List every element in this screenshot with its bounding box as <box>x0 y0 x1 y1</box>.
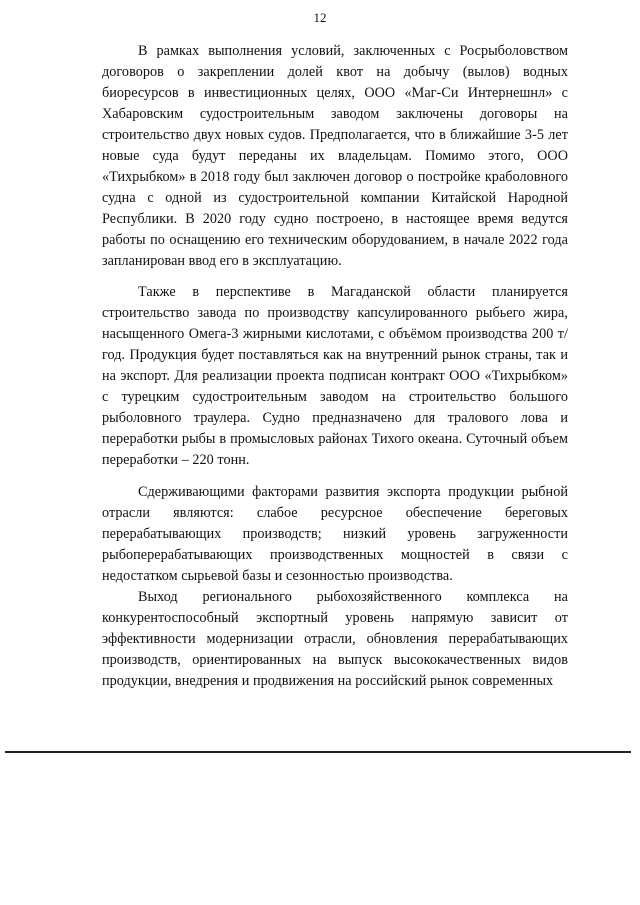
document-body <box>102 41 568 692</box>
paragraph-3: Сдерживающими факторами развития экспорта продукции рыбной отрасли являются: слабое ресурсное обеспечение береговых перерабатывающих производств; низкий уровень загруженности рыбоперерабатывающих производственных мощностей в связи с недостатком сырьевой базы и сезонностью производства. <box>102 484 568 584</box>
paragraph-4: Выход регионального рыбохозяйственного комплекса на конкурентоспособный экспортный уровень напрямую зависит от эффективности модернизации отрасли, обновления перерабатывающих производств, ориентированных на выпуск высококачественных видов продукции, внедрения и продвижения на российский рынок современных <box>102 589 568 689</box>
page-number: 12 <box>313 10 327 25</box>
paragraph-2: Также в перспективе в Магаданской области планируется строительство завода по производству капсулированного рыбьего жира, насыщенного Омега-3 жирными кислотами, с объёмом производства 200 т/год. Продукция будет поставляться как на внутренний рынок страны, так и на экспорт. Для реализации проекта подписан контракт ООО «Тихрыбком» с турецким судостроительным заводом на строительство большого рыболовного траулера. Судно предназначено для тралового лова и переработки рыбы в промысловых районах Тихого океана. Суточный объем переработки – 220 тонн. <box>102 284 568 468</box>
page-bottom-rule <box>5 751 631 753</box>
paragraph-1: В рамках выполнения условий, заключенных с Росрыболовством договоров о закреплении долей квот на добычу (вылов) водных биоресурсов в инвестиционных целях, ООО «Маг-Си Интернешнл» с Хабаровским судостроительным заводом заключены договоры на строительство двух новых судов. Предполагается, что в ближайшие 3-5 лет новые суда будут переданы их владельцам. Помимо этого, ООО «Тихрыбком» в 2018 году был заключен договор о постройке краболовного судна с одной из судостроительной компании Китайской Народной Республики. В 2020 году судно построено, в настоящее время ведутся работы по оснащению его техническим оборудованием, в начале 2022 года запланирован ввод его в эксплуатацию. <box>102 43 568 269</box>
